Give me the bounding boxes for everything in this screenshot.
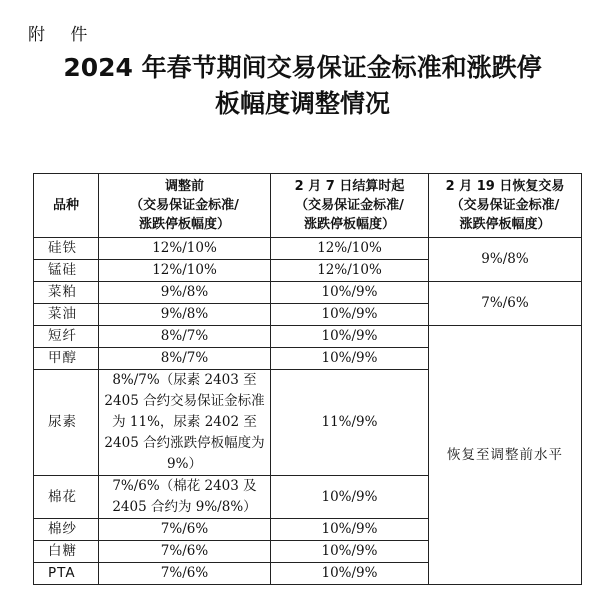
before-cell: 8%/7%（尿素 2403 至 2405 合约交易保证金标准为 11%，尿素 2402 至 2405 合约涨跌停板幅度为 9%） <box>99 370 271 476</box>
feb7-cell: 11%/9% <box>271 370 429 476</box>
margin-adjustment-table <box>33 173 582 585</box>
feb7-cell: 10%/9% <box>271 541 429 563</box>
feb19-cell-others: 恢复至调整前水平 <box>429 326 582 585</box>
before-cell: 7%/6%（棉花 2403 及 2405 合约为 9%/8%） <box>99 476 271 519</box>
variety-cell: 棉花 <box>34 476 99 519</box>
variety-cell: 尿素 <box>34 370 99 476</box>
variety-cell: 菜粕 <box>34 282 99 304</box>
header-before: 调整前 （交易保证金标准/ 涨跌停板幅度） <box>99 174 271 238</box>
variety-cell: PTA <box>34 563 99 585</box>
variety-cell: 锰硅 <box>34 260 99 282</box>
table-row <box>34 238 582 260</box>
table-row <box>34 282 582 304</box>
feb19-cell-ferroalloy: 9%/8% <box>429 238 582 282</box>
variety-cell: 白糖 <box>34 541 99 563</box>
before-cell: 12%/10% <box>99 238 271 260</box>
header-feb19: 2 月 19 日恢复交易 （交易保证金标准/ 涨跌停板幅度） <box>429 174 582 238</box>
before-cell: 8%/7% <box>99 326 271 348</box>
variety-cell: 甲醇 <box>34 348 99 370</box>
before-cell: 12%/10% <box>99 260 271 282</box>
feb7-cell: 10%/9% <box>271 476 429 519</box>
header-variety: 品种 <box>34 174 99 238</box>
variety-cell: 短纤 <box>34 326 99 348</box>
title-line-1: 2024 年春节期间交易保证金标准和涨跌停 <box>63 53 542 82</box>
page-title <box>20 50 585 122</box>
attachment-label: 附 件 <box>28 25 98 45</box>
before-cell: 9%/8% <box>99 282 271 304</box>
before-cell: 7%/6% <box>99 563 271 585</box>
feb7-cell: 10%/9% <box>271 348 429 370</box>
before-cell: 7%/6% <box>99 519 271 541</box>
feb7-cell: 10%/9% <box>271 326 429 348</box>
title-line-2: 板幅度调整情况 <box>214 89 390 118</box>
before-cell: 9%/8% <box>99 304 271 326</box>
feb7-cell: 10%/9% <box>271 304 429 326</box>
before-cell: 8%/7% <box>99 348 271 370</box>
feb7-cell: 12%/10% <box>271 238 429 260</box>
feb7-cell: 10%/9% <box>271 282 429 304</box>
feb7-cell: 12%/10% <box>271 260 429 282</box>
variety-cell: 硅铁 <box>34 238 99 260</box>
table-header-row <box>34 174 582 238</box>
feb19-cell-rapeseed: 7%/6% <box>429 282 582 326</box>
before-cell: 7%/6% <box>99 541 271 563</box>
table-row <box>34 326 582 348</box>
variety-cell: 棉纱 <box>34 519 99 541</box>
variety-cell: 菜油 <box>34 304 99 326</box>
feb7-cell: 10%/9% <box>271 519 429 541</box>
header-feb7: 2 月 7 日结算时起 （交易保证金标准/ 涨跌停板幅度） <box>271 174 429 238</box>
feb7-cell: 10%/9% <box>271 563 429 585</box>
